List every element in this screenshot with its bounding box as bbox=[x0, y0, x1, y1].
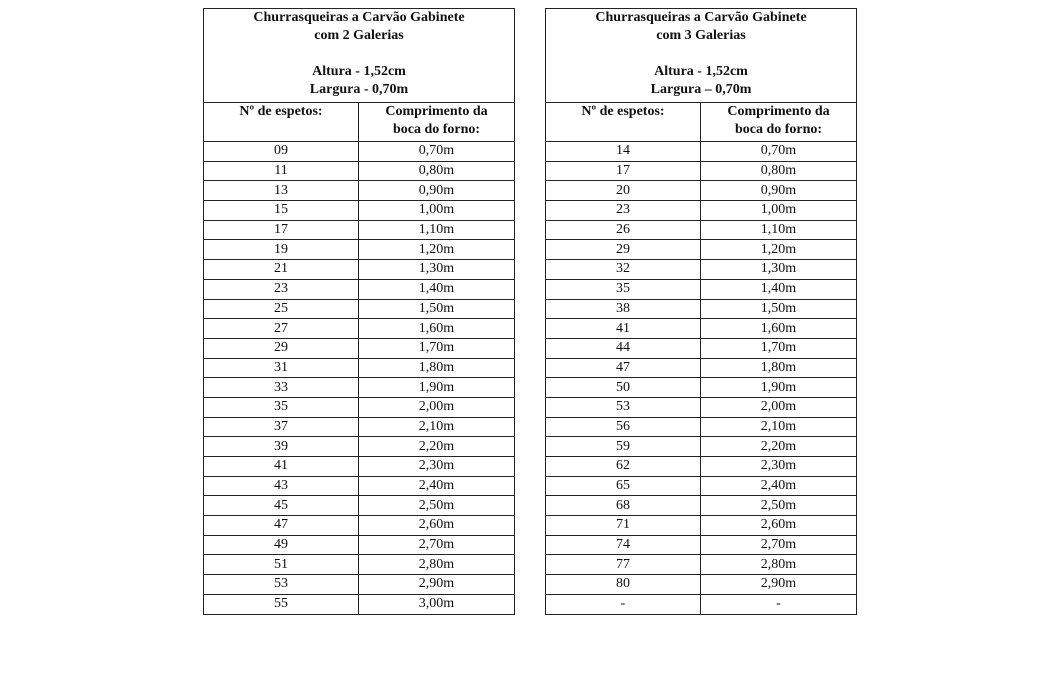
table-row bbox=[546, 220, 857, 240]
table-row bbox=[204, 437, 515, 457]
cell-espetos: 23 bbox=[546, 201, 701, 221]
table-row bbox=[546, 358, 857, 378]
table-row bbox=[204, 161, 515, 181]
table-row bbox=[546, 319, 857, 339]
width-spec: Largura – 0,70m bbox=[650, 82, 752, 97]
cell-comprimento: 2,90m bbox=[701, 575, 857, 595]
cell-comprimento: 1,60m bbox=[701, 319, 857, 339]
table-row bbox=[204, 594, 515, 614]
table-row bbox=[546, 260, 857, 280]
cell-comprimento: 1,00m bbox=[359, 201, 515, 221]
cell-comprimento: 0,90m bbox=[701, 181, 857, 201]
cell-espetos: 14 bbox=[546, 142, 701, 162]
table-row bbox=[546, 378, 857, 398]
cell-espetos: 31 bbox=[204, 358, 359, 378]
cell-espetos: 59 bbox=[546, 437, 701, 457]
cell-comprimento: 1,00m bbox=[701, 201, 857, 221]
cell-espetos: 27 bbox=[204, 319, 359, 339]
column-header-espetos: Nº de espetos: bbox=[204, 103, 359, 142]
column-header-comprimento bbox=[359, 103, 515, 142]
table-row bbox=[204, 378, 515, 398]
table-title bbox=[546, 9, 857, 103]
cell-comprimento: 2,20m bbox=[359, 437, 515, 457]
table-row bbox=[546, 181, 857, 201]
cell-espetos: 53 bbox=[204, 575, 359, 595]
table-row bbox=[546, 516, 857, 536]
table-2-galerias bbox=[203, 8, 515, 615]
cell-comprimento: 2,70m bbox=[701, 535, 857, 555]
cell-comprimento: 1,70m bbox=[359, 338, 515, 358]
table-row bbox=[546, 535, 857, 555]
cell-comprimento: 1,60m bbox=[359, 319, 515, 339]
cell-comprimento: 1,90m bbox=[701, 378, 857, 398]
cell-comprimento: 2,90m bbox=[359, 575, 515, 595]
cell-comprimento: 2,70m bbox=[359, 535, 515, 555]
cell-espetos: 47 bbox=[546, 358, 701, 378]
cell-espetos: 39 bbox=[204, 437, 359, 457]
table-row bbox=[204, 358, 515, 378]
cell-comprimento: 2,50m bbox=[701, 496, 857, 516]
cell-espetos: 77 bbox=[546, 555, 701, 575]
cell-espetos: 68 bbox=[546, 496, 701, 516]
table-row bbox=[204, 299, 515, 319]
cell-espetos: 55 bbox=[204, 594, 359, 614]
cell-espetos: 41 bbox=[546, 319, 701, 339]
table-row bbox=[204, 220, 515, 240]
table-row bbox=[546, 299, 857, 319]
cell-comprimento: 2,50m bbox=[359, 496, 515, 516]
table-row bbox=[204, 476, 515, 496]
cell-espetos: 33 bbox=[204, 378, 359, 398]
cell-comprimento: 1,40m bbox=[701, 279, 857, 299]
table-row bbox=[546, 496, 857, 516]
cell-espetos: 29 bbox=[204, 338, 359, 358]
cell-comprimento: 2,10m bbox=[701, 417, 857, 437]
table-row bbox=[546, 457, 857, 477]
cell-comprimento: 1,70m bbox=[701, 338, 857, 358]
table-row bbox=[546, 338, 857, 358]
cell-espetos: 13 bbox=[204, 181, 359, 201]
table-row bbox=[204, 279, 515, 299]
title-line2: com 2 Galerias bbox=[314, 28, 404, 43]
cell-comprimento: 2,00m bbox=[701, 397, 857, 417]
height-spec: Altura - 1,52cm bbox=[312, 64, 406, 79]
table-row bbox=[546, 555, 857, 575]
table-row bbox=[204, 181, 515, 201]
cell-comprimento: 2,60m bbox=[701, 516, 857, 536]
cell-comprimento: - bbox=[701, 594, 857, 614]
table-row bbox=[204, 201, 515, 221]
table-row bbox=[204, 417, 515, 437]
table-row bbox=[204, 319, 515, 339]
col2-line1: Comprimento da bbox=[727, 104, 830, 119]
cell-comprimento: 2,00m bbox=[359, 397, 515, 417]
cell-comprimento: 0,70m bbox=[701, 142, 857, 162]
cell-espetos: 35 bbox=[546, 279, 701, 299]
col2-line2: boca do forno: bbox=[734, 122, 823, 137]
table-row bbox=[204, 575, 515, 595]
cell-espetos: 80 bbox=[546, 575, 701, 595]
cell-espetos: 29 bbox=[546, 240, 701, 260]
table-row bbox=[204, 338, 515, 358]
table-row bbox=[546, 575, 857, 595]
cell-espetos: 56 bbox=[546, 417, 701, 437]
cell-espetos: 45 bbox=[204, 496, 359, 516]
col2-line2: boca do forno: bbox=[392, 122, 481, 137]
cell-espetos: 23 bbox=[204, 279, 359, 299]
cell-espetos: 47 bbox=[204, 516, 359, 536]
cell-comprimento: 2,10m bbox=[359, 417, 515, 437]
cell-comprimento: 2,30m bbox=[359, 457, 515, 477]
table-row bbox=[204, 397, 515, 417]
column-header-comprimento bbox=[701, 103, 857, 142]
table-row bbox=[546, 476, 857, 496]
cell-comprimento: 2,20m bbox=[701, 437, 857, 457]
table-row bbox=[546, 417, 857, 437]
cell-espetos: - bbox=[546, 594, 701, 614]
cell-espetos: 43 bbox=[204, 476, 359, 496]
cell-espetos: 19 bbox=[204, 240, 359, 260]
cell-espetos: 20 bbox=[546, 181, 701, 201]
cell-comprimento: 0,80m bbox=[701, 161, 857, 181]
cell-comprimento: 2,30m bbox=[701, 457, 857, 477]
table-row bbox=[546, 240, 857, 260]
table-row bbox=[546, 437, 857, 457]
table-row bbox=[204, 240, 515, 260]
title-line1: Churrasqueiras a Carvão Gabinete bbox=[253, 10, 465, 25]
table-row bbox=[204, 142, 515, 162]
cell-comprimento: 1,30m bbox=[701, 260, 857, 280]
cell-espetos: 32 bbox=[546, 260, 701, 280]
cell-comprimento: 1,30m bbox=[359, 260, 515, 280]
cell-comprimento: 2,40m bbox=[701, 476, 857, 496]
cell-comprimento: 1,20m bbox=[359, 240, 515, 260]
title-line1: Churrasqueiras a Carvão Gabinete bbox=[595, 10, 807, 25]
cell-comprimento: 3,00m bbox=[359, 594, 515, 614]
cell-espetos: 41 bbox=[204, 457, 359, 477]
cell-espetos: 17 bbox=[204, 220, 359, 240]
cell-espetos: 37 bbox=[204, 417, 359, 437]
cell-comprimento: 2,40m bbox=[359, 476, 515, 496]
column-header-espetos: Nº de espetos: bbox=[546, 103, 701, 142]
cell-espetos: 17 bbox=[546, 161, 701, 181]
cell-espetos: 11 bbox=[204, 161, 359, 181]
cell-comprimento: 0,80m bbox=[359, 161, 515, 181]
cell-espetos: 25 bbox=[204, 299, 359, 319]
cell-comprimento: 1,40m bbox=[359, 279, 515, 299]
cell-comprimento: 2,80m bbox=[701, 555, 857, 575]
table-row bbox=[546, 594, 857, 614]
cell-espetos: 35 bbox=[204, 397, 359, 417]
cell-comprimento: 1,90m bbox=[359, 378, 515, 398]
table-row bbox=[204, 260, 515, 280]
cell-espetos: 09 bbox=[204, 142, 359, 162]
cell-comprimento: 2,60m bbox=[359, 516, 515, 536]
cell-espetos: 51 bbox=[204, 555, 359, 575]
table-row bbox=[546, 201, 857, 221]
cell-espetos: 26 bbox=[546, 220, 701, 240]
cell-espetos: 21 bbox=[204, 260, 359, 280]
table-row bbox=[546, 161, 857, 181]
cell-espetos: 49 bbox=[204, 535, 359, 555]
cell-comprimento: 1,50m bbox=[701, 299, 857, 319]
height-spec: Altura - 1,52cm bbox=[654, 64, 748, 79]
title-line2: com 3 Galerias bbox=[656, 28, 746, 43]
table-3-galerias bbox=[545, 8, 857, 615]
table-row bbox=[546, 397, 857, 417]
cell-comprimento: 0,70m bbox=[359, 142, 515, 162]
table-row bbox=[204, 496, 515, 516]
cell-espetos: 53 bbox=[546, 397, 701, 417]
cell-espetos: 65 bbox=[546, 476, 701, 496]
cell-espetos: 44 bbox=[546, 338, 701, 358]
cell-espetos: 74 bbox=[546, 535, 701, 555]
cell-comprimento: 1,80m bbox=[701, 358, 857, 378]
cell-comprimento: 0,90m bbox=[359, 181, 515, 201]
table-row bbox=[204, 555, 515, 575]
cell-comprimento: 1,20m bbox=[701, 240, 857, 260]
cell-espetos: 38 bbox=[546, 299, 701, 319]
table-row bbox=[204, 457, 515, 477]
table-row bbox=[204, 516, 515, 536]
cell-comprimento: 1,50m bbox=[359, 299, 515, 319]
cell-espetos: 15 bbox=[204, 201, 359, 221]
width-spec: Largura - 0,70m bbox=[309, 82, 409, 97]
cell-comprimento: 1,10m bbox=[359, 220, 515, 240]
table-row bbox=[204, 535, 515, 555]
cell-comprimento: 2,80m bbox=[359, 555, 515, 575]
table-title bbox=[204, 9, 515, 103]
cell-comprimento: 1,10m bbox=[701, 220, 857, 240]
col2-line1: Comprimento da bbox=[385, 104, 488, 119]
table-row bbox=[546, 279, 857, 299]
cell-espetos: 62 bbox=[546, 457, 701, 477]
cell-espetos: 50 bbox=[546, 378, 701, 398]
cell-comprimento: 1,80m bbox=[359, 358, 515, 378]
table-row bbox=[546, 142, 857, 162]
cell-espetos: 71 bbox=[546, 516, 701, 536]
